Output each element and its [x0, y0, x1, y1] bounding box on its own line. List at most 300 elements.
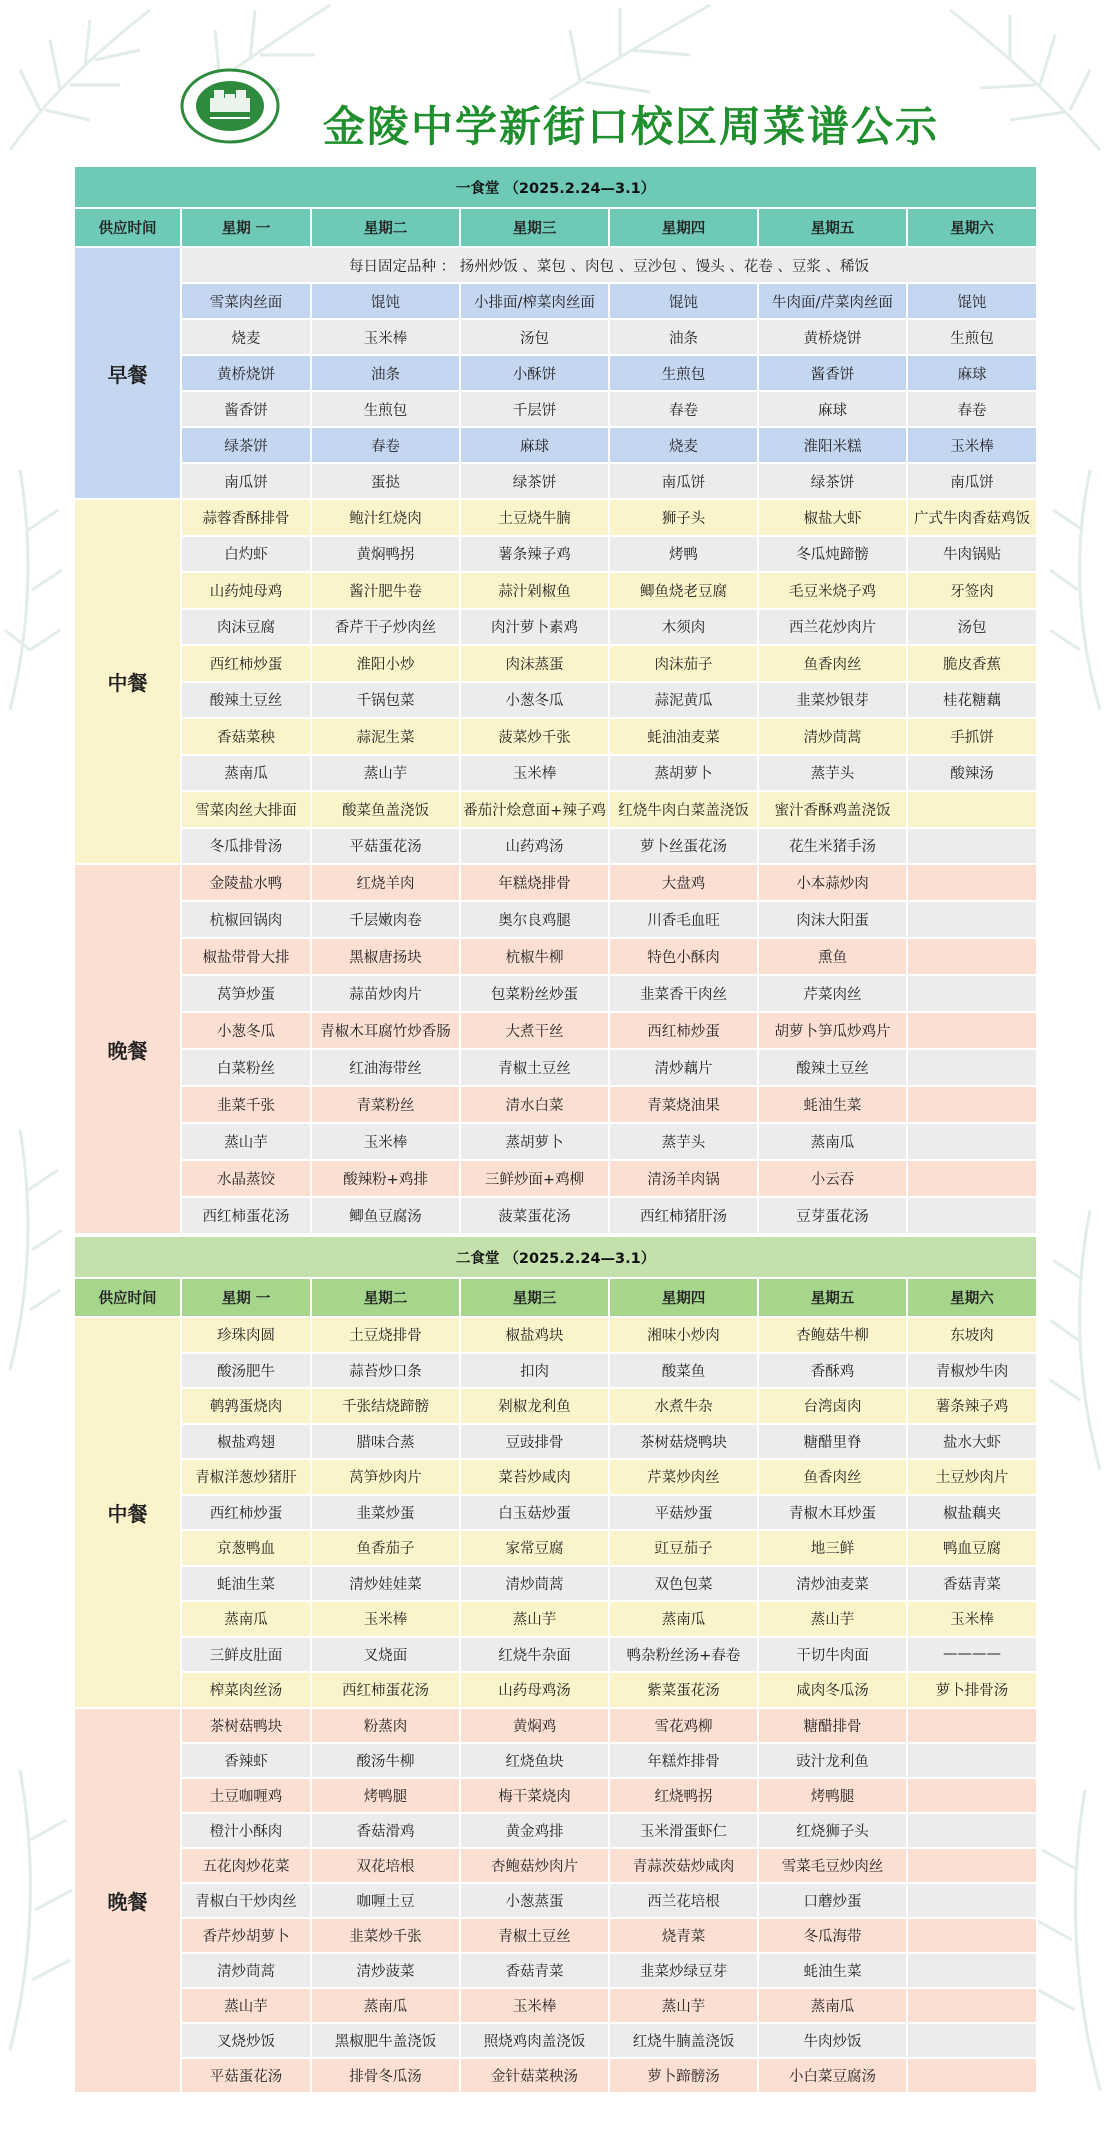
dish-cell: 年糕烧排骨: [460, 864, 609, 901]
dish-cell: 韭菜炒千张: [311, 1918, 460, 1953]
dish-cell: 香菇青菜: [907, 1566, 1037, 1602]
dish-cell: 生煎包: [907, 319, 1037, 355]
dish-cell: [907, 1049, 1037, 1086]
dish-cell: 山药炖母鸡: [181, 572, 311, 609]
dish-cell: 白菜粉丝: [181, 1049, 311, 1086]
dish-cell: 豇豆茄子: [609, 1530, 758, 1566]
dish-cell: 蚝油生菜: [758, 1953, 907, 1988]
dish-cell: 花生米猪手汤: [758, 828, 907, 865]
dish-cell: 蒸南瓜: [181, 1601, 311, 1637]
day-header: 星期四: [609, 1278, 758, 1317]
day-header: 星期四: [609, 208, 758, 247]
dish-cell: 桂花糖藕: [907, 682, 1037, 719]
dish-cell: [907, 2058, 1037, 2093]
dish-cell: 蒸山芋: [460, 1601, 609, 1637]
dish-cell: 五花肉炒花菜: [181, 1848, 311, 1883]
dish-cell: 麻球: [460, 427, 609, 463]
table-row: [74, 1778, 1037, 1813]
dish-cell: 土豆炒肉片: [907, 1459, 1037, 1495]
table-row: [74, 791, 1037, 828]
dish-cell: 蒸南瓜: [311, 1988, 460, 2023]
dish-cell: 咸肉冬瓜汤: [758, 1672, 907, 1708]
dish-cell: 酸汤肥牛: [181, 1353, 311, 1389]
dish-cell: 春卷: [907, 391, 1037, 427]
table-row: [74, 938, 1037, 975]
dish-cell: 酱香饼: [181, 391, 311, 427]
dish-cell: [907, 1197, 1037, 1234]
supply-time-header: 供应时间: [74, 1278, 181, 1317]
dish-cell: 年糕炸排骨: [609, 1743, 758, 1778]
dish-cell: [907, 1086, 1037, 1123]
dish-cell: 清炒茼蒿: [758, 718, 907, 755]
dish-cell: 三鲜炒面+鸡柳: [460, 1160, 609, 1197]
dish-cell: 鲫鱼豆腐汤: [311, 1197, 460, 1234]
dish-cell: 椒盐鸡翅: [181, 1424, 311, 1460]
dish-cell: 肉汁萝卜素鸡: [460, 609, 609, 646]
dish-cell: 大煮干丝: [460, 1012, 609, 1049]
dish-cell: 杏鲍菇炒肉片: [460, 1848, 609, 1883]
dish-cell: 鲫鱼烧老豆腐: [609, 572, 758, 609]
dish-cell: 东坡肉: [907, 1317, 1037, 1353]
dish-cell: 蒸山芋: [609, 1988, 758, 2023]
dish-cell: 麻球: [758, 391, 907, 427]
dish-cell: 豆芽蛋花汤: [758, 1197, 907, 1234]
dish-cell: 馄饨: [311, 283, 460, 319]
dish-cell: 香辣虾: [181, 1743, 311, 1778]
page-title: 金陵中学新街口校区周菜谱公示: [323, 102, 940, 151]
dish-cell: 黄金鸡排: [460, 1813, 609, 1848]
dish-cell: 香菇青菜: [460, 1953, 609, 1988]
dish-cell: 水晶蒸饺: [181, 1160, 311, 1197]
day-header: 星期 一: [181, 1278, 311, 1317]
dish-cell: 南瓜饼: [609, 463, 758, 499]
dish-cell: 鱼香肉丝: [758, 1459, 907, 1495]
dinner-label: 晚餐: [74, 864, 181, 1234]
day-header: 星期二: [311, 208, 460, 247]
day-header: 星期三: [460, 1278, 609, 1317]
dish-cell: 雪菜毛豆炒肉丝: [758, 1848, 907, 1883]
dish-cell: 红烧羊肉: [311, 864, 460, 901]
dish-cell: 双花培根: [311, 1848, 460, 1883]
dish-cell: 红烧鸭拐: [609, 1778, 758, 1813]
table-row: [74, 1883, 1037, 1918]
dish-cell: [907, 901, 1037, 938]
dish-cell: 扣肉: [460, 1353, 609, 1389]
dish-cell: 金针菇菜秧汤: [460, 2058, 609, 2093]
dish-cell: 狮子头: [609, 499, 758, 536]
dish-cell: 台湾卤肉: [758, 1388, 907, 1424]
dish-cell: 香芹炒胡萝卜: [181, 1918, 311, 1953]
dish-cell: 小云吞: [758, 1160, 907, 1197]
dish-cell: 红油海带丝: [311, 1049, 460, 1086]
dish-cell: 蒜泥生菜: [311, 718, 460, 755]
dish-cell: 玉米棒: [311, 1123, 460, 1160]
dish-cell: 香芹干子炒肉丝: [311, 609, 460, 646]
dish-cell: 薯条辣子鸡: [460, 536, 609, 573]
dish-cell: 小酥饼: [460, 355, 609, 391]
fixed-items-note: 每日固定品种 ： 扬州炒饭 、菜包 、肉包 、豆沙包 、馒头 、花卷 、豆浆 、稀饭: [181, 247, 1037, 283]
dish-cell: 绿茶饼: [181, 427, 311, 463]
dish-cell: 湘味小炒肉: [609, 1317, 758, 1353]
dish-cell: 小本蒜炒肉: [758, 864, 907, 901]
dish-cell: 剁椒龙利鱼: [460, 1388, 609, 1424]
dish-cell: [907, 1848, 1037, 1883]
day-header: 星期六: [907, 208, 1037, 247]
dish-cell: 排骨冬瓜汤: [311, 2058, 460, 2093]
dish-cell: 香菇菜秧: [181, 718, 311, 755]
dish-cell: 珍珠肉圆: [181, 1317, 311, 1353]
dish-cell: [907, 1123, 1037, 1160]
dish-cell: 莴笋炒肉片: [311, 1459, 460, 1495]
dish-cell: 糖醋排骨: [758, 1708, 907, 1743]
dish-cell: 西红柿蛋花汤: [181, 1197, 311, 1234]
dish-cell: 千层饼: [460, 391, 609, 427]
dish-cell: 萝卜蹄髈汤: [609, 2058, 758, 2093]
dish-cell: 青椒炒牛肉: [907, 1353, 1037, 1389]
leaf-decoration-icon: [0, 460, 70, 720]
dish-cell: 奥尔良鸡腿: [460, 901, 609, 938]
dish-cell: 榨菜肉丝汤: [181, 1672, 311, 1708]
dish-cell: 照烧鸡肉盖浇饭: [460, 2023, 609, 2058]
dish-cell: 莴笋炒蛋: [181, 975, 311, 1012]
dish-cell: 牛肉炒饭: [758, 2023, 907, 2058]
dish-cell: 杏鲍菇牛柳: [758, 1317, 907, 1353]
dish-cell: 烧青菜: [609, 1918, 758, 1953]
dish-cell: 木须肉: [609, 609, 758, 646]
dish-cell: 黄桥烧饼: [758, 319, 907, 355]
dish-cell: 芹菜肉丝: [758, 975, 907, 1012]
dish-cell: 口蘑炒蛋: [758, 1883, 907, 1918]
dish-cell: [907, 828, 1037, 865]
dish-cell: 西兰花培根: [609, 1883, 758, 1918]
dish-cell: 紫菜蛋花汤: [609, 1672, 758, 1708]
table-row: [74, 1353, 1037, 1389]
dish-cell: 牛肉面/芹菜肉丝面: [758, 283, 907, 319]
dish-cell: [907, 1708, 1037, 1743]
dish-cell: 杭椒回锅肉: [181, 901, 311, 938]
dish-cell: 酸辣土豆丝: [181, 682, 311, 719]
dish-cell: 红烧狮子头: [758, 1813, 907, 1848]
dish-cell: 西红柿炒蛋: [181, 1495, 311, 1531]
canteen1-menu-table: [73, 165, 1038, 1235]
dish-cell: 蒸山芋: [758, 1601, 907, 1637]
dish-cell: 汤包: [907, 609, 1037, 646]
table-row: [74, 1123, 1037, 1160]
dish-cell: 肉沫豆腐: [181, 609, 311, 646]
dish-cell: 玉米棒: [311, 319, 460, 355]
dish-cell: 玉米滑蛋虾仁: [609, 1813, 758, 1848]
day-header: 星期 一: [181, 208, 311, 247]
dish-cell: 韭菜炒绿豆芽: [609, 1953, 758, 1988]
dish-cell: 椒盐鸡块: [460, 1317, 609, 1353]
leaf-decoration-icon: [0, 1120, 70, 1380]
table-row: [74, 718, 1037, 755]
dish-cell: [907, 1813, 1037, 1848]
dish-cell: 青椒白干炒肉丝: [181, 1883, 311, 1918]
dish-cell: 千层嫩肉卷: [311, 901, 460, 938]
table-row: [74, 463, 1037, 499]
dish-cell: 土豆咖喱鸡: [181, 1778, 311, 1813]
dish-cell: ————: [907, 1637, 1037, 1673]
dish-cell: 油条: [311, 355, 460, 391]
dish-cell: 地三鲜: [758, 1530, 907, 1566]
dish-cell: 蒜苔炒口条: [311, 1353, 460, 1389]
dish-cell: 糖醋里脊: [758, 1424, 907, 1460]
dish-cell: 水煮牛杂: [609, 1388, 758, 1424]
dish-cell: 红烧牛肉白菜盖浇饭: [609, 791, 758, 828]
dish-cell: 盐水大虾: [907, 1424, 1037, 1460]
table-row: [74, 828, 1037, 865]
table-row: [74, 1918, 1037, 1953]
dish-cell: 豉汁龙利鱼: [758, 1743, 907, 1778]
dish-cell: 西红柿蛋花汤: [311, 1672, 460, 1708]
dish-cell: 蒸山芋: [311, 755, 460, 792]
dish-cell: [907, 2023, 1037, 2058]
dish-cell: 香酥鸡: [758, 1353, 907, 1389]
dish-cell: 青椒土豆丝: [460, 1918, 609, 1953]
dish-cell: 番茄汁烩意面+辣子鸡: [460, 791, 609, 828]
dish-cell: 红烧鱼块: [460, 1743, 609, 1778]
dish-cell: 鱼香肉丝: [758, 645, 907, 682]
dish-cell: 山药母鸡汤: [460, 1672, 609, 1708]
dish-cell: [907, 791, 1037, 828]
dish-cell: 蚝油生菜: [758, 1086, 907, 1123]
dish-cell: 酸汤牛柳: [311, 1743, 460, 1778]
table-row: [74, 755, 1037, 792]
dish-cell: 青菜烧油果: [609, 1086, 758, 1123]
dish-cell: 蒸南瓜: [758, 1123, 907, 1160]
dish-cell: 青椒木耳腐竹炒香肠: [311, 1012, 460, 1049]
dish-cell: 黄桥烧饼: [181, 355, 311, 391]
dish-cell: 菜苔炒咸肉: [460, 1459, 609, 1495]
table-row: [74, 1388, 1037, 1424]
dish-cell: 酸辣汤: [907, 755, 1037, 792]
dish-cell: 黑椒肥牛盖浇饭: [311, 2023, 460, 2058]
dish-cell: 酸辣粉+鸡排: [311, 1160, 460, 1197]
dish-cell: 馄饨: [907, 283, 1037, 319]
dish-cell: 酸菜鱼盖浇饭: [311, 791, 460, 828]
dish-cell: 粉蒸肉: [311, 1708, 460, 1743]
dish-cell: 蒜汁剁椒鱼: [460, 572, 609, 609]
dish-cell: 清炒茼蒿: [181, 1953, 311, 1988]
dish-cell: 椒盐带骨大排: [181, 938, 311, 975]
dish-cell: 菠菜蛋花汤: [460, 1197, 609, 1234]
leaf-decoration-icon: [1045, 460, 1110, 720]
dish-cell: 萝卜丝蛋花汤: [609, 828, 758, 865]
dish-cell: [907, 864, 1037, 901]
table-row: [74, 283, 1037, 319]
dish-cell: 鸭血豆腐: [907, 1530, 1037, 1566]
dish-cell: 小葱冬瓜: [181, 1012, 311, 1049]
dish-cell: 烤鸭: [609, 536, 758, 573]
dish-cell: 汤包: [460, 319, 609, 355]
supply-time-header: 供应时间: [74, 208, 181, 247]
dish-cell: 南瓜饼: [181, 463, 311, 499]
dish-cell: 春卷: [311, 427, 460, 463]
table-row: [74, 1601, 1037, 1637]
table-row: [74, 536, 1037, 573]
dish-cell: [907, 1160, 1037, 1197]
dish-cell: 京葱鸭血: [181, 1530, 311, 1566]
dish-cell: 酱汁肥牛卷: [311, 572, 460, 609]
table-row: [74, 901, 1037, 938]
dish-cell: 手抓饼: [907, 718, 1037, 755]
leaf-decoration-icon: [1030, 1780, 1110, 2100]
table-row: [74, 1317, 1037, 1353]
dish-cell: 玉米棒: [907, 1601, 1037, 1637]
table-row: [74, 1988, 1037, 2023]
dish-cell: 酸菜鱼: [609, 1353, 758, 1389]
table-row: [74, 609, 1037, 646]
dish-cell: 叉烧面: [311, 1637, 460, 1673]
dish-cell: 薯条辣子鸡: [907, 1388, 1037, 1424]
dish-cell: 咖喱土豆: [311, 1883, 460, 1918]
dish-cell: 蒸芋头: [758, 755, 907, 792]
dish-cell: 韭菜炒银芽: [758, 682, 907, 719]
table-row: [74, 1672, 1037, 1708]
dish-cell: 蚝油生菜: [181, 1566, 311, 1602]
dish-cell: 萝卜排骨汤: [907, 1672, 1037, 1708]
dish-cell: 冬瓜炖蹄髈: [758, 536, 907, 573]
canteen2-title: 二食堂 （2025.2.24—3.1）: [74, 1236, 1037, 1278]
leaf-decoration-icon: [1045, 1200, 1110, 1480]
dish-cell: 小葱冬瓜: [460, 682, 609, 719]
dish-cell: 熏鱼: [758, 938, 907, 975]
table-row: [74, 1953, 1037, 1988]
lunch-label: 中餐: [74, 1317, 181, 1708]
dish-cell: 芹菜炒肉丝: [609, 1459, 758, 1495]
dish-cell: 油条: [609, 319, 758, 355]
dish-cell: 烧麦: [181, 319, 311, 355]
dish-cell: 冬瓜海带: [758, 1918, 907, 1953]
day-header: 星期二: [311, 1278, 460, 1317]
dish-cell: 蒜泥黄瓜: [609, 682, 758, 719]
dish-cell: 小白菜豆腐汤: [758, 2058, 907, 2093]
dish-cell: 生煎包: [311, 391, 460, 427]
dish-cell: 蒸南瓜: [758, 1988, 907, 2023]
dish-cell: 玉米棒: [311, 1601, 460, 1637]
dish-cell: 蒸南瓜: [181, 755, 311, 792]
dish-cell: 雪菜肉丝面: [181, 283, 311, 319]
dish-cell: 清炒茼蒿: [460, 1566, 609, 1602]
dish-cell: 雪菜肉丝大排面: [181, 791, 311, 828]
dish-cell: 玉米棒: [460, 1988, 609, 2023]
dish-cell: 玉米棒: [460, 755, 609, 792]
dish-cell: 牙签肉: [907, 572, 1037, 609]
dish-cell: 青椒洋葱炒猪肝: [181, 1459, 311, 1495]
table-row: [74, 1459, 1037, 1495]
dish-cell: 青蒜茨菇炒咸肉: [609, 1848, 758, 1883]
dish-cell: 双色包菜: [609, 1566, 758, 1602]
dish-cell: 杭椒牛柳: [460, 938, 609, 975]
dish-cell: 肉沫茄子: [609, 645, 758, 682]
table-row: [74, 645, 1037, 682]
dish-cell: 茶树菇烧鸭块: [609, 1424, 758, 1460]
dish-cell: 玉米棒: [907, 427, 1037, 463]
dish-cell: [907, 1012, 1037, 1049]
table-row: [74, 1424, 1037, 1460]
table-row: [74, 1530, 1037, 1566]
dish-cell: 香菇滑鸡: [311, 1813, 460, 1848]
table-row: [74, 1160, 1037, 1197]
dish-cell: 土豆烧牛腩: [460, 499, 609, 536]
dish-cell: 椒盐藕夹: [907, 1495, 1037, 1531]
dish-cell: 南瓜饼: [907, 463, 1037, 499]
page-header: [73, 0, 1036, 165]
dish-cell: 川香毛血旺: [609, 901, 758, 938]
leaf-decoration-icon: [0, 1760, 80, 2060]
table-row: [74, 1012, 1037, 1049]
dish-cell: 清炒藕片: [609, 1049, 758, 1086]
dish-cell: 西红柿炒蛋: [609, 1012, 758, 1049]
dish-cell: 山药鸡汤: [460, 828, 609, 865]
dish-cell: [907, 938, 1037, 975]
dish-cell: 烧麦: [609, 427, 758, 463]
dish-cell: 淮阳米糕: [758, 427, 907, 463]
dish-cell: 蛋挞: [311, 463, 460, 499]
dinner-label: 晚餐: [74, 1708, 181, 2093]
dish-cell: 馄饨: [609, 283, 758, 319]
dish-cell: 叉烧炒饭: [181, 2023, 311, 2058]
dish-cell: 橙汁小酥肉: [181, 1813, 311, 1848]
dish-cell: 红烧牛杂面: [460, 1637, 609, 1673]
dish-cell: 白玉菇炒蛋: [460, 1495, 609, 1531]
dish-cell: 绿茶饼: [460, 463, 609, 499]
dish-cell: 小排面/榨菜肉丝面: [460, 283, 609, 319]
dish-cell: 平菇蛋花汤: [311, 828, 460, 865]
table-row: [74, 1086, 1037, 1123]
dish-cell: [907, 975, 1037, 1012]
dish-cell: 椒盐大虾: [758, 499, 907, 536]
dish-cell: 生煎包: [609, 355, 758, 391]
table-row: [74, 319, 1037, 355]
table-row: [74, 391, 1037, 427]
dish-cell: 毛豆米烧子鸡: [758, 572, 907, 609]
dish-cell: 蒸芋头: [609, 1123, 758, 1160]
dish-cell: 千锅包菜: [311, 682, 460, 719]
dish-cell: 烤鸭腿: [758, 1778, 907, 1813]
dish-cell: 胡萝卜笋瓜炒鸡片: [758, 1012, 907, 1049]
dish-cell: 韭菜千张: [181, 1086, 311, 1123]
dish-cell: 蒸山芋: [181, 1988, 311, 2023]
dish-cell: [907, 1743, 1037, 1778]
dish-cell: 清炒油麦菜: [758, 1566, 907, 1602]
dish-cell: 绿茶饼: [758, 463, 907, 499]
canteen2-menu-table: [73, 1235, 1038, 2094]
dish-cell: 黑椒唐扬块: [311, 938, 460, 975]
dish-cell: 小葱蒸蛋: [460, 1883, 609, 1918]
dish-cell: 春卷: [609, 391, 758, 427]
day-header: 星期三: [460, 208, 609, 247]
table-row: [74, 2023, 1037, 2058]
dish-cell: 韭菜炒蛋: [311, 1495, 460, 1531]
table-row: [74, 499, 1037, 536]
dish-cell: 青椒木耳炒蛋: [758, 1495, 907, 1531]
dish-cell: 肉沫蒸蛋: [460, 645, 609, 682]
breakfast-label: 早餐: [74, 247, 181, 499]
dish-cell: 清炒菠菜: [311, 1953, 460, 1988]
dish-cell: 西红柿猪肝汤: [609, 1197, 758, 1234]
table-row: [74, 1813, 1037, 1848]
day-header: 星期六: [907, 1278, 1037, 1317]
dish-cell: 蒜苗炒肉片: [311, 975, 460, 1012]
dish-cell: 牛肉锅贴: [907, 536, 1037, 573]
dish-cell: 鱼香茄子: [311, 1530, 460, 1566]
dish-cell: 土豆烧排骨: [311, 1317, 460, 1353]
dish-cell: 平菇蛋花汤: [181, 2058, 311, 2093]
table-row: [74, 1708, 1037, 1743]
dish-cell: 烤鸭腿: [311, 1778, 460, 1813]
